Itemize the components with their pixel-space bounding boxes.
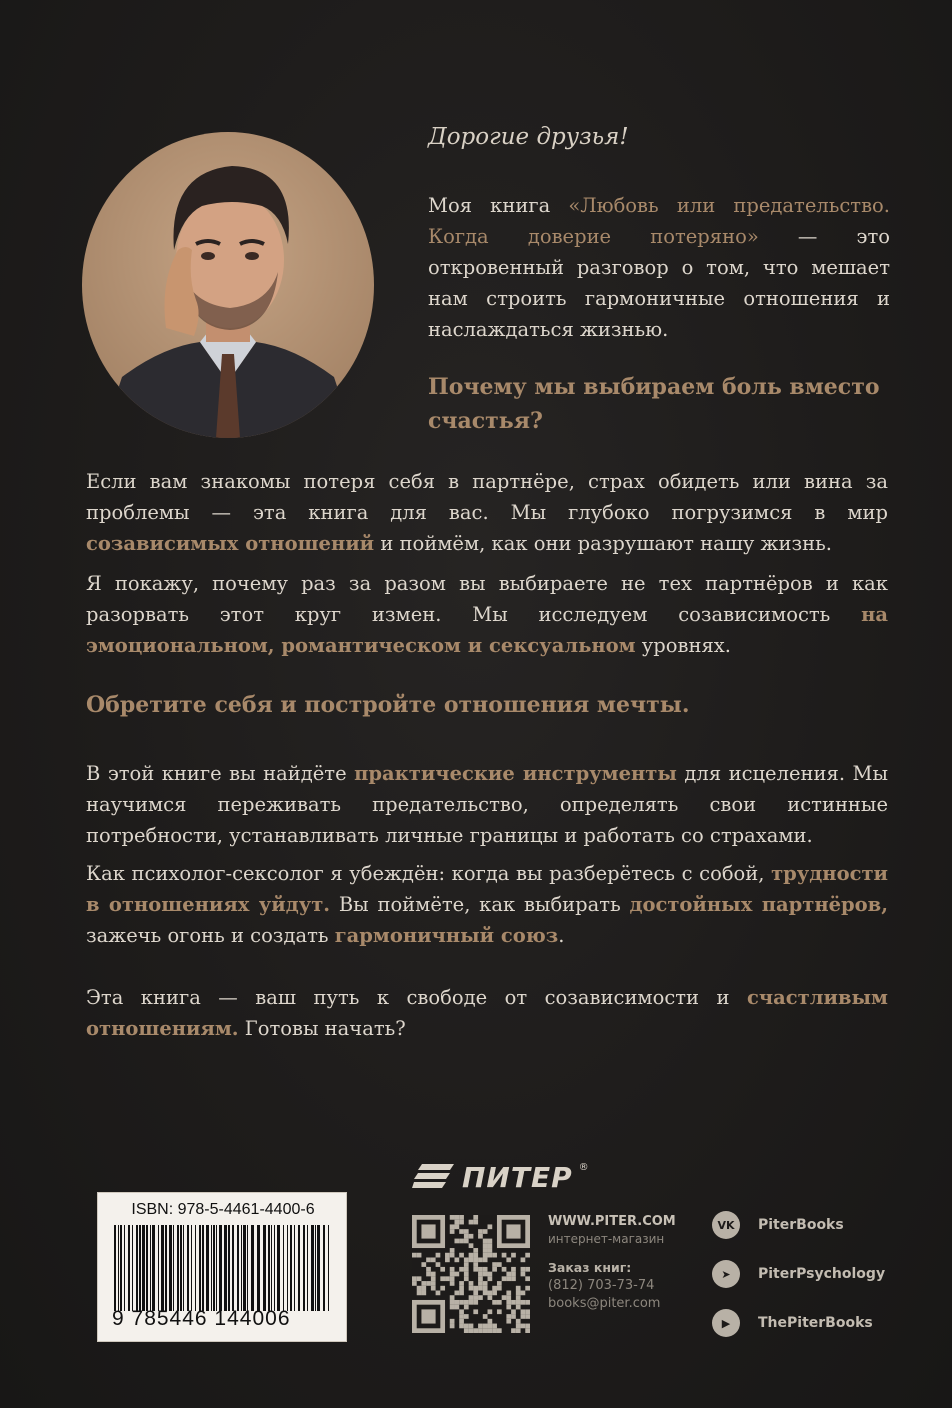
registered-mark: ®: [578, 1162, 589, 1173]
barcode-number: 9 785446 144006: [112, 1307, 291, 1330]
p1-highlight: созависимых отношений: [86, 532, 375, 555]
p2-highlight: на эмоциональном, романтическом и сексуальном: [86, 603, 888, 657]
isbn-barcode: [97, 1192, 347, 1342]
p3-highlight: практические инструменты: [354, 762, 677, 785]
social-links: [712, 1210, 912, 1357]
social-youtube[interactable]: [712, 1308, 912, 1338]
social-telegram[interactable]: [712, 1259, 912, 1289]
book-title-quote: «Любовь или предательство. Когда доверие потеряно»: [428, 194, 890, 248]
website-caption: интернет-магазин: [548, 1232, 665, 1246]
paragraph-4: [86, 858, 888, 951]
social-label-youtube: ThePiterBooks: [758, 1315, 873, 1331]
paragraph-2: [86, 568, 888, 661]
paragraph-1: [86, 466, 888, 559]
publisher-contacts: [548, 1214, 708, 1311]
author-portrait: [82, 132, 374, 438]
p5-highlight: счастливым отношениям.: [86, 986, 888, 1040]
social-label-vk: PiterBooks: [758, 1217, 844, 1233]
youtube-icon: ▶: [712, 1309, 740, 1337]
p3-text-end: для исцеления. Мы научимся переживать предательство, определять свои истинные потребности, устанавливать личные границы и работать со страхами.: [86, 762, 888, 847]
intro-paragraph: [428, 190, 890, 345]
p4-text-2: Вы поймёте, как выбирать: [330, 893, 630, 916]
p1-text-end: и поймём, как они разрушают нашу жизнь.: [374, 532, 832, 555]
website-link[interactable]: WWW.PITER.COM: [548, 1214, 676, 1229]
intro-text: Моя книга: [428, 194, 569, 217]
publisher-name: ПИТЕР: [462, 1160, 573, 1194]
isbn-label: ISBN: 978-5-4461-4400-6: [131, 1201, 315, 1218]
publisher-logo: [412, 1160, 589, 1194]
subheading: Обретите себя и постройте отношения мечты.: [86, 692, 690, 718]
p1-text: Если вам знакомы потеря себя в партнёре, страх обидеть или вина за проблемы — эта книга для вас. Мы глубоко погрузимся в мир: [86, 470, 888, 524]
telegram-icon: ➤: [712, 1260, 740, 1288]
p2-text-end: уровнях.: [635, 634, 731, 657]
p4-highlight-1: трудности в отношениях уйдут.: [86, 862, 888, 916]
p2-text: Я покажу, почему раз за разом вы выбираете не тех партнёров и как разорвать этот круг измен. Мы исследуем созависимость: [86, 572, 888, 626]
p5-text: Эта книга — ваш путь к свободе от созависимости и: [86, 986, 747, 1009]
vk-icon: VK: [712, 1211, 740, 1239]
order-heading: Заказ книг:: [548, 1260, 632, 1275]
order-phone: (812) 703-73-74: [548, 1278, 655, 1293]
barcode-bars: [114, 1225, 332, 1311]
p5-text-end: Готовы начать?: [238, 1017, 406, 1040]
order-email[interactable]: books@piter.com: [548, 1296, 661, 1311]
p3-text: В этой книге вы найдёте: [86, 762, 355, 785]
social-label-telegram: PiterPsychology: [758, 1266, 886, 1282]
p4-highlight-3: гармоничный союз: [334, 924, 559, 947]
p4-text: Как психолог-сексолог я убеждён: когда вы разберётесь с собой,: [86, 862, 772, 885]
piter-logo-icon: [412, 1162, 456, 1192]
greeting: Дорогие друзья!: [428, 124, 629, 150]
intro-text-end: — это откровенный разговор о том, что мешает нам строить гармоничные отношения и наслаждаться жизнью.: [428, 225, 890, 341]
paragraph-3: [86, 758, 888, 851]
qr-code[interactable]: [412, 1215, 530, 1333]
social-vk[interactable]: [712, 1210, 912, 1240]
p4-text-end: .: [558, 924, 565, 947]
p4-text-3: зажечь огонь и создать: [86, 924, 335, 947]
p4-highlight-2: достойных партнёров,: [629, 893, 888, 916]
paragraph-5: [86, 982, 888, 1044]
question-heading: Почему мы выбираем боль вместо счастья?: [428, 374, 880, 434]
